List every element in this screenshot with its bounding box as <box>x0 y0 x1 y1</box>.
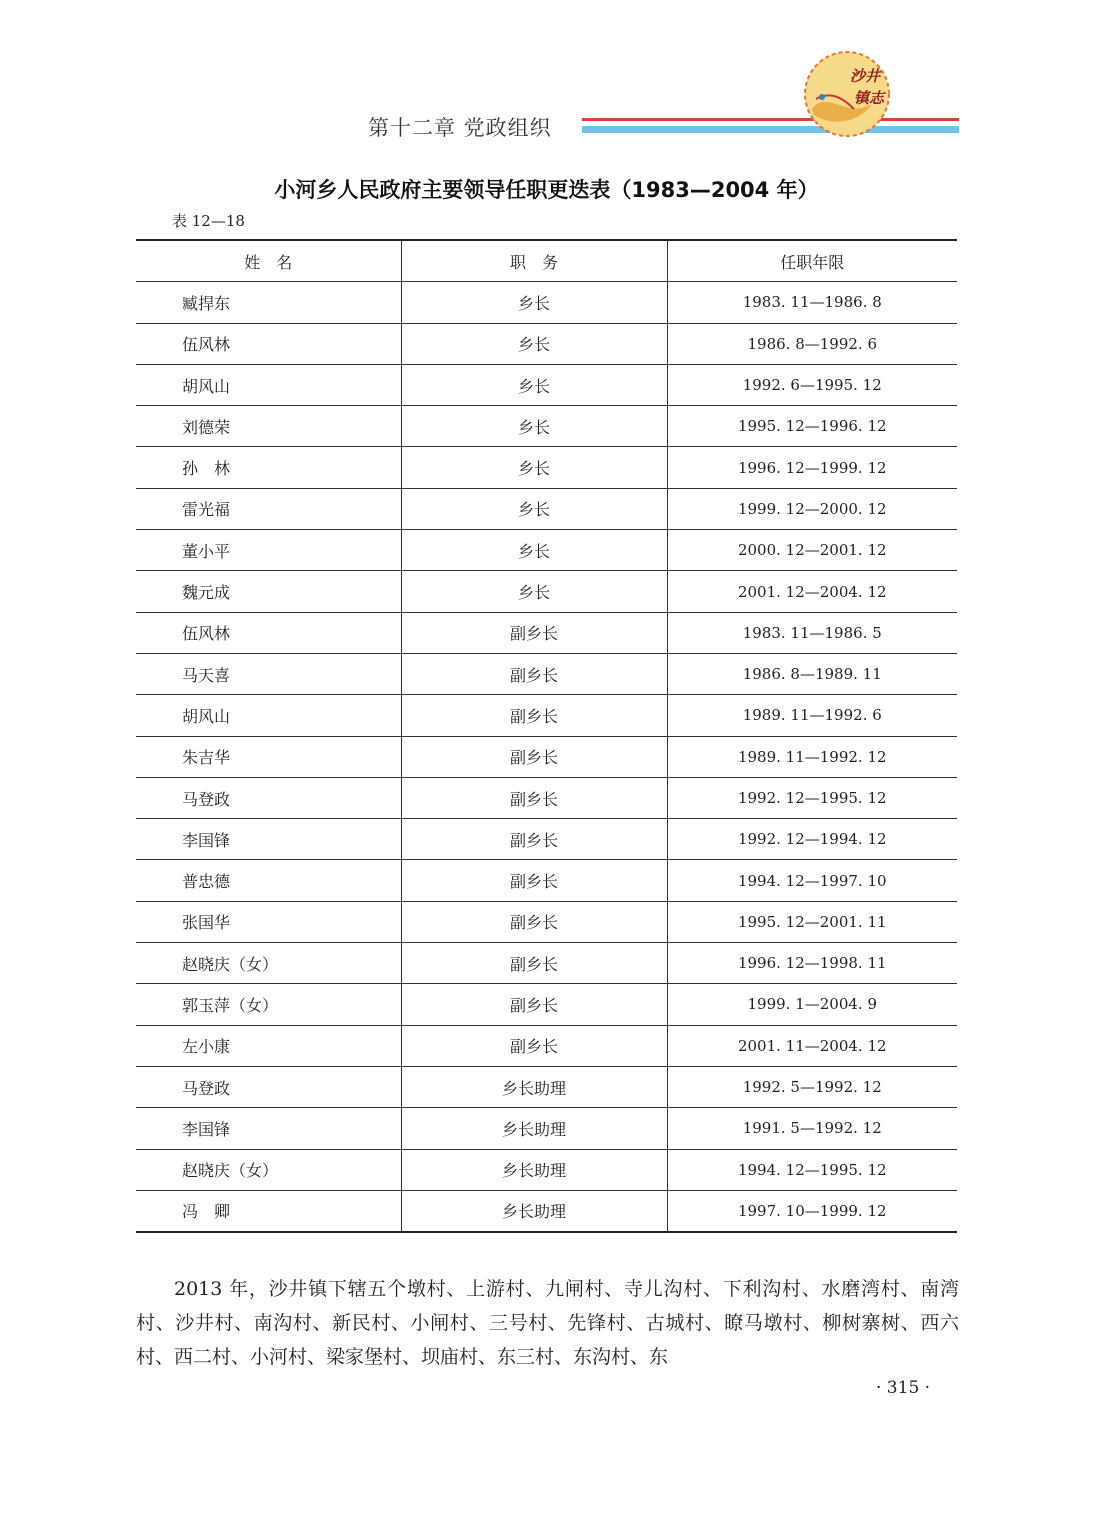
cell-name: 雷光福 <box>136 488 401 529</box>
cell-name: 李国锋 <box>136 1108 401 1149</box>
header-rule-blue <box>582 126 959 133</box>
chapter-title: 第十二章 党政组织 <box>368 116 552 140</box>
cell-position: 乡长 <box>401 571 667 612</box>
cell-position: 乡长 <box>401 530 667 571</box>
table-row <box>136 530 957 571</box>
cell-position: 副乡长 <box>401 695 667 736</box>
body-paragraph: 2013 年，沙井镇下辖五个墩村、上游村、九闸村、寺儿沟村、下利沟村、水磨湾村、南湾村、沙井村、南沟村、新民村、小闸村、三号村、先锋村、古城村、瞭马墩村、柳树寨树、西六村、西二村、小河村、梁家堡村、坝庙村、东三村、东沟村、东 <box>136 1278 959 1368</box>
cell-position: 乡长助理 <box>401 1108 667 1149</box>
cell-position: 副乡长 <box>401 777 667 818</box>
table-row <box>136 1190 957 1232</box>
table-row <box>136 447 957 488</box>
cell-name: 胡风山 <box>136 364 401 405</box>
svg-text:镇志: 镇志 <box>854 89 885 107</box>
cell-position: 乡长 <box>401 282 667 323</box>
cell-name: 李国锋 <box>136 819 401 860</box>
cell-name: 伍风林 <box>136 323 401 364</box>
cell-position: 副乡长 <box>401 984 667 1025</box>
cell-name: 马登政 <box>136 1066 401 1107</box>
cell-name: 魏元成 <box>136 571 401 612</box>
table-row <box>136 1108 957 1149</box>
table-title: 小河乡人民政府主要领导任职更迭表（1983—2004 年） <box>274 178 819 202</box>
header-rule-red <box>582 118 959 121</box>
cell-term: 1989. 11—1992. 6 <box>667 695 957 736</box>
cell-term: 1983. 11—1986. 8 <box>667 282 957 323</box>
cell-term: 2000. 12—2001. 12 <box>667 530 957 571</box>
table-row <box>136 612 957 653</box>
header-position: 职 务 <box>401 240 667 282</box>
table-row <box>136 984 957 1025</box>
cell-name: 伍风林 <box>136 612 401 653</box>
table-row <box>136 653 957 694</box>
table-row <box>136 364 957 405</box>
cell-name: 臧捍东 <box>136 282 401 323</box>
cell-term: 1992. 6—1995. 12 <box>667 364 957 405</box>
cell-term: 1992. 5—1992. 12 <box>667 1066 957 1107</box>
cell-name: 赵晓庆（女） <box>136 943 401 984</box>
cell-position: 副乡长 <box>401 943 667 984</box>
cell-name: 刘德荣 <box>136 406 401 447</box>
table-row <box>136 406 957 447</box>
header-term: 任职年限 <box>667 240 957 282</box>
cell-name: 马天喜 <box>136 653 401 694</box>
cell-name: 孙 林 <box>136 447 401 488</box>
cell-term: 2001. 11—2004. 12 <box>667 1025 957 1066</box>
cell-term: 1996. 12—1999. 12 <box>667 447 957 488</box>
cell-position: 乡长助理 <box>401 1149 667 1190</box>
cell-term: 1986. 8—1992. 6 <box>667 323 957 364</box>
table-row <box>136 943 957 984</box>
cell-term: 1999. 1—2004. 9 <box>667 984 957 1025</box>
cell-position: 副乡长 <box>401 1025 667 1066</box>
cell-position: 副乡长 <box>401 860 667 901</box>
cell-name: 左小康 <box>136 1025 401 1066</box>
cell-position: 乡长 <box>401 488 667 529</box>
table-row <box>136 777 957 818</box>
cell-position: 乡长 <box>401 406 667 447</box>
cell-term: 1994. 12—1995. 12 <box>667 1149 957 1190</box>
cell-name: 张国华 <box>136 901 401 942</box>
cell-position: 副乡长 <box>401 901 667 942</box>
cell-position: 乡长助理 <box>401 1190 667 1232</box>
svg-text:沙井: 沙井 <box>850 67 881 85</box>
cell-position: 副乡长 <box>401 819 667 860</box>
page-number: · 315 · <box>876 1378 931 1398</box>
table-label: 表 12—18 <box>172 212 245 230</box>
cell-term: 1996. 12—1998. 11 <box>667 943 957 984</box>
cell-name: 胡风山 <box>136 695 401 736</box>
cell-term: 1995. 12—2001. 11 <box>667 901 957 942</box>
cell-position: 乡长 <box>401 364 667 405</box>
cell-position: 乡长助理 <box>401 1066 667 1107</box>
header-name: 姓 名 <box>136 240 401 282</box>
table-row <box>136 1066 957 1107</box>
cell-name: 董小平 <box>136 530 401 571</box>
cell-term: 1983. 11—1986. 5 <box>667 612 957 653</box>
cell-name: 马登政 <box>136 777 401 818</box>
cell-name: 普忠德 <box>136 860 401 901</box>
cell-term: 1991. 5—1992. 12 <box>667 1108 957 1149</box>
table-row <box>136 1149 957 1190</box>
table-row <box>136 323 957 364</box>
leaders-table <box>136 239 957 1233</box>
table-row <box>136 736 957 777</box>
cell-position: 副乡长 <box>401 612 667 653</box>
cell-position: 副乡长 <box>401 653 667 694</box>
table-header-row <box>136 240 957 282</box>
cell-position: 乡长 <box>401 323 667 364</box>
cell-term: 1997. 10—1999. 12 <box>667 1190 957 1232</box>
table-row <box>136 901 957 942</box>
table-row <box>136 819 957 860</box>
cell-name: 冯 卿 <box>136 1190 401 1232</box>
cell-position: 乡长 <box>401 447 667 488</box>
cell-position: 副乡长 <box>401 736 667 777</box>
cell-name: 朱吉华 <box>136 736 401 777</box>
cell-term: 1994. 12—1997. 10 <box>667 860 957 901</box>
cell-term: 1992. 12—1994. 12 <box>667 819 957 860</box>
cell-term: 1999. 12—2000. 12 <box>667 488 957 529</box>
cell-term: 1989. 11—1992. 12 <box>667 736 957 777</box>
cell-name: 赵晓庆（女） <box>136 1149 401 1190</box>
cell-term: 1986. 8—1989. 11 <box>667 653 957 694</box>
cell-term: 1992. 12—1995. 12 <box>667 777 957 818</box>
table-row <box>136 571 957 612</box>
table-row <box>136 488 957 529</box>
table-row <box>136 695 957 736</box>
cell-name: 郭玉萍（女） <box>136 984 401 1025</box>
cell-term: 1995. 12—1996. 12 <box>667 406 957 447</box>
table-row <box>136 860 957 901</box>
table-row <box>136 282 957 323</box>
table-row <box>136 1025 957 1066</box>
cell-term: 2001. 12—2004. 12 <box>667 571 957 612</box>
book-logo <box>802 49 892 139</box>
